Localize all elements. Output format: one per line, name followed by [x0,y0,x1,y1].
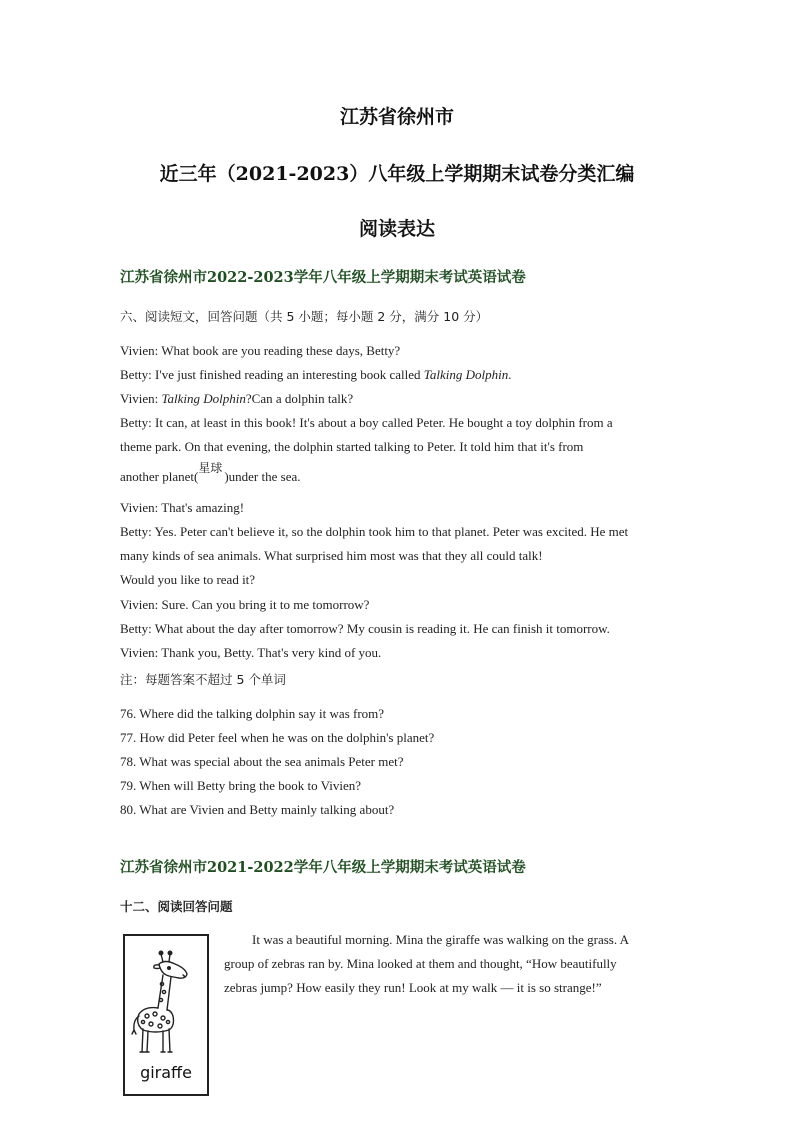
dialogue-line: Betty: It can, at least in this book! It's about a boy called Peter. He bought a toy dolphin from a [120,415,613,430]
dialogue-line: Vivien: Talking Dolphin?Can a dolphin talk? [120,391,354,406]
section2-heading: 江苏省徐州市2021-2022学年八年级上学期期末考试英语试卷 [120,859,526,876]
title-city: 江苏省徐州市 [339,106,454,128]
giraffe-label: giraffe [140,1063,192,1082]
story-line: It was a beautiful morning. Mina the giraffe was walking on the grass. A [252,932,630,947]
answer-note: 注：每题答案不超过 5 个单词 [120,672,286,687]
dialogue-line: Betty: What about the day after tomorrow? My cousin is reading it. He can finish it tomorrow. [120,621,610,636]
dialogue-line: Vivien: That's amazing! [120,500,245,515]
section1-heading: 江苏省徐州市2022-2023学年八年级上学期期末考试英语试卷 [120,269,526,286]
dialogue-line: Betty: I've just finished reading an interesting book called Talking Dolphin. [120,367,512,382]
giraffe-illustration [123,934,209,1096]
question-77: 77. How did Peter feel when he was on the dolphin's planet? [120,730,435,745]
dialogue-line: Vivien: What book are you reading these days, Betty? [120,343,401,358]
dialogue-line: another planet( 星球 )under the sea. [120,461,301,484]
title-topic: 阅读表达 [358,218,435,240]
dialogue-line: Betty: Yes. Peter can't believe it, so the dolphin took him to that planet. Peter was excited. He met [120,524,629,539]
story-paragraph [224,928,674,1000]
ruby-annotation: 星球 [198,461,223,475]
question-76: 76. Where did the talking dolphin say it was from? [120,706,385,721]
section1-instruction: 六、阅读短文，回答问题（共 5 小题；每小题 2 分，满分 10 分） [120,309,489,324]
dialogue-line: Vivien: Thank you, Betty. That's very kind of you. [120,645,382,660]
question-80: 80. What are Vivien and Betty mainly talking about? [120,802,395,817]
dialogue-line: theme park. On that evening, the dolphin started talking to Peter. It told him that it's from [120,439,584,454]
story-line: zebras jump? How easily they run! Look at my walk — it is so strange!” [224,980,602,995]
title-collection: 近三年（2021-2023）八年级上学期期末试卷分类汇编 [159,163,635,185]
question-78: 78. What was special about the sea animals Peter met? [120,754,404,769]
dialogue-line: many kinds of sea animals. What surprised him most was that they all could talk! [120,548,543,563]
giraffe-icon [125,940,207,1060]
story-line: group of zebras ran by. Mina looked at them and thought, “How beautifully [224,956,617,971]
section2-subheading: 十二、阅读回答问题 [120,899,233,914]
dialogue-line: Vivien: Sure. Can you bring it to me tomorrow? [120,597,370,612]
question-79: 79. When will Betty bring the book to Vivien? [120,778,362,793]
dialogue-line: Would you like to read it? [120,572,256,587]
